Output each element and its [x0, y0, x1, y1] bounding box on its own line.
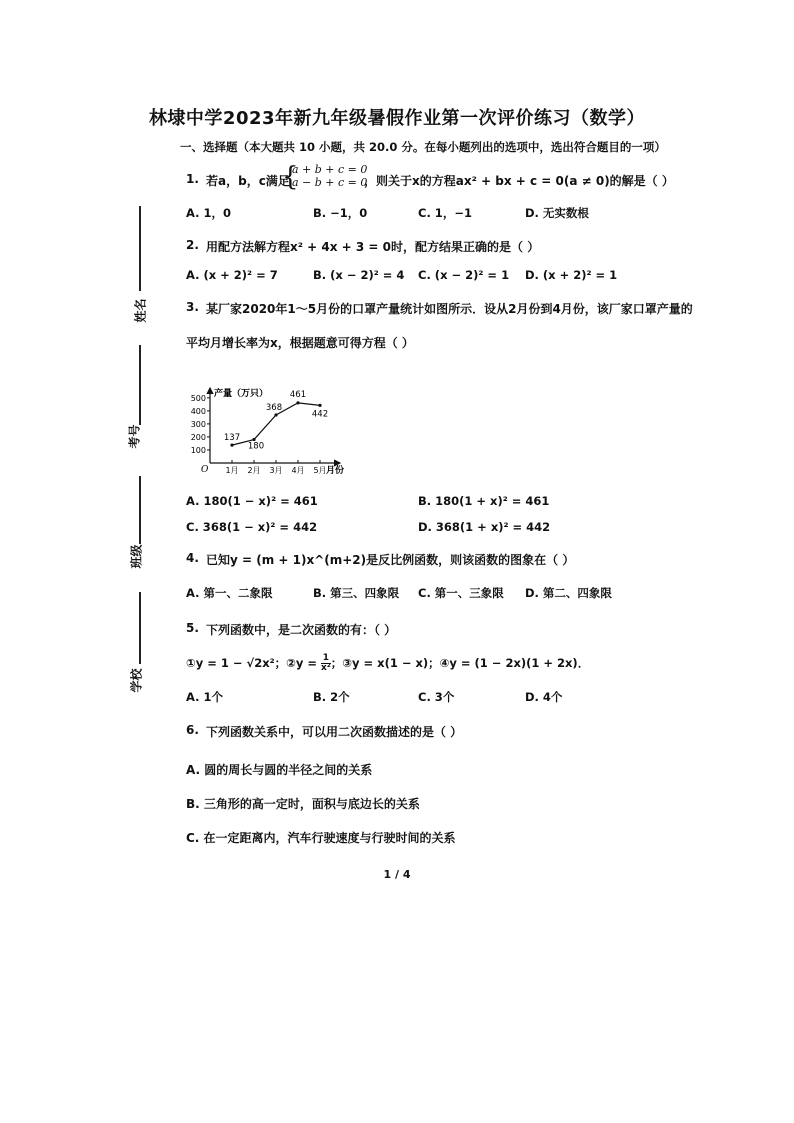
q2-text: 用配方法解方程x² + 4x + 3 = 0时，配方结果正确的是（ ） — [206, 240, 540, 254]
chart-data-label: 461 — [289, 389, 307, 400]
chart-y-axis-label: 产量（万只） — [214, 389, 269, 399]
q6-text: 下列函数关系中，可以用二次函数描述的是（ ） — [206, 725, 463, 739]
q1-eq2: a − b + c = 0 — [292, 176, 368, 189]
q5-option-b: B. 2个 — [313, 690, 350, 704]
chart-y-tick-label: 300 — [190, 419, 206, 429]
chart-x-tick-label: 5月 — [313, 466, 327, 475]
chart-data-point — [230, 444, 233, 447]
q3-option-d: D. 368(1 + x)² = 442 — [418, 520, 551, 534]
q5-items-rest: ；③y = x(1 − x)；④y = (1 − 2x)(1 + 2x)． — [330, 656, 590, 670]
section-heading: 一、选择题（本大题共 10 小题，共 20.0 分。在每小题列出的选项中，选出符合题目的一项） — [180, 140, 666, 154]
chart-data-label: 368 — [265, 403, 283, 414]
chart-y-tick-label: 100 — [190, 445, 206, 455]
q5-option-c: C. 3个 — [418, 690, 455, 704]
chart-x-tick-label: 4月 — [291, 466, 305, 475]
chart-x-axis-label: 月份 — [326, 466, 345, 476]
q5-function-list — [186, 654, 589, 673]
q5-option-a: A. 1个 — [186, 690, 223, 704]
sidebar-label-class: 班级 — [129, 544, 144, 569]
q2-number: 2. — [186, 238, 199, 252]
q6-option-b: B. 三角形的高一定时，面积与底边长的关系 — [186, 797, 420, 811]
q6-option-c: C. 在一定距离内，汽车行驶速度与行驶时间的关系 — [186, 831, 456, 845]
page-number: 1 / 4 — [383, 868, 411, 881]
production-line-chart — [180, 380, 360, 480]
q1-option-a: A. 1，0 — [186, 206, 231, 220]
q2-option-d: D. (x + 2)² = 1 — [525, 268, 618, 282]
q1-brace: { — [282, 162, 299, 192]
q1-prefix: 若a，b，c满足 — [206, 174, 290, 188]
q1-number: 1. — [186, 172, 199, 186]
page-title: 林埭中学2023年新九年级暑假作业第一次评价练习（数学） — [148, 108, 646, 129]
q3-option-b: B. 180(1 + x)² = 461 — [418, 494, 550, 508]
q4-option-d: D. 第二、四象限 — [525, 586, 612, 600]
q1-option-c: C. 1，−1 — [418, 206, 472, 220]
sidebar-label-school: 学校 — [129, 668, 144, 693]
chart-data-point — [318, 404, 321, 407]
q4-option-c: C. 第一、三象限 — [418, 586, 504, 600]
chart-data-point — [274, 413, 277, 416]
q2-option-c: C. (x − 2)² = 1 — [418, 268, 510, 282]
q2-option-a: A. (x + 2)² = 7 — [186, 268, 278, 282]
q1-option-d: D. 无实数根 — [525, 206, 589, 220]
chart-data-point — [296, 401, 299, 404]
q4-option-b: B. 第三、四象限 — [313, 586, 400, 600]
q3-option-c: C. 368(1 − x)² = 442 — [186, 520, 318, 534]
q3-option-a: A. 180(1 − x)² = 461 — [186, 494, 318, 508]
q5-number: 5. — [186, 621, 199, 635]
chart-origin-label: O — [201, 465, 209, 475]
chart-x-tick-label: 2月 — [247, 466, 261, 475]
q6-option-a: A. 圆的周长与圆的半径之间的关系 — [186, 763, 373, 777]
chart-x-tick-label: 1月 — [225, 466, 239, 475]
q4-text: 已知y = (m + 1)x^(m+2)是反比例函数，则该函数的图象在（ ） — [206, 553, 575, 567]
q6-number: 6. — [186, 723, 199, 737]
q5-item-2-fraction — [321, 654, 331, 673]
sidebar-label-exam-no: 考号 — [127, 424, 142, 449]
chart-x-tick-label: 3月 — [269, 466, 283, 475]
chart-y-tick-label: 500 — [190, 393, 206, 403]
q1-eq1: a + b + c = 0 — [292, 163, 368, 176]
q5-fraction-numerator: 1 — [322, 653, 330, 663]
q4-option-a: A. 第一、二象限 — [186, 586, 273, 600]
q5-item-2-prefix: ②y = — [286, 656, 322, 670]
chart-y-tick-label: 400 — [190, 406, 206, 416]
chart-data-label: 137 — [223, 433, 241, 444]
q3-number: 3. — [186, 300, 199, 314]
chart-data-label: 442 — [311, 409, 329, 420]
q2-option-b: B. (x − 2)² = 4 — [313, 268, 405, 282]
q5-option-d: D. 4个 — [525, 690, 563, 704]
q4-number: 4. — [186, 551, 199, 565]
sidebar-label-name: 姓名 — [133, 298, 148, 323]
chart-y-tick-label: 200 — [190, 432, 206, 442]
sidebar-line-school — [139, 592, 141, 664]
q3-text-line1: 某厂家2020年1～5月份的口罩产量统计如图所示．设从2月份到4月份，该厂家口罩产量的 — [206, 302, 693, 316]
q1-suffix: ，则关于x的方程ax² + bx + c = 0(a ≠ 0)的解是（ ） — [364, 174, 674, 188]
q5-item-1: ①y = 1 − √2x²； — [186, 656, 287, 670]
q1-option-b: B. −1，0 — [313, 206, 368, 220]
sidebar-line-name — [139, 206, 141, 291]
q5-fraction-denominator: x² — [321, 663, 331, 673]
q5-text: 下列函数中，是二次函数的有：（ ） — [206, 623, 397, 637]
chart-data-label: 180 — [247, 441, 265, 452]
q3-text-line2: 平均月增长率为x，根据题意可得方程（ ） — [186, 336, 414, 350]
sidebar-line-class — [139, 476, 141, 544]
sidebar-line-exam-no — [139, 345, 141, 425]
